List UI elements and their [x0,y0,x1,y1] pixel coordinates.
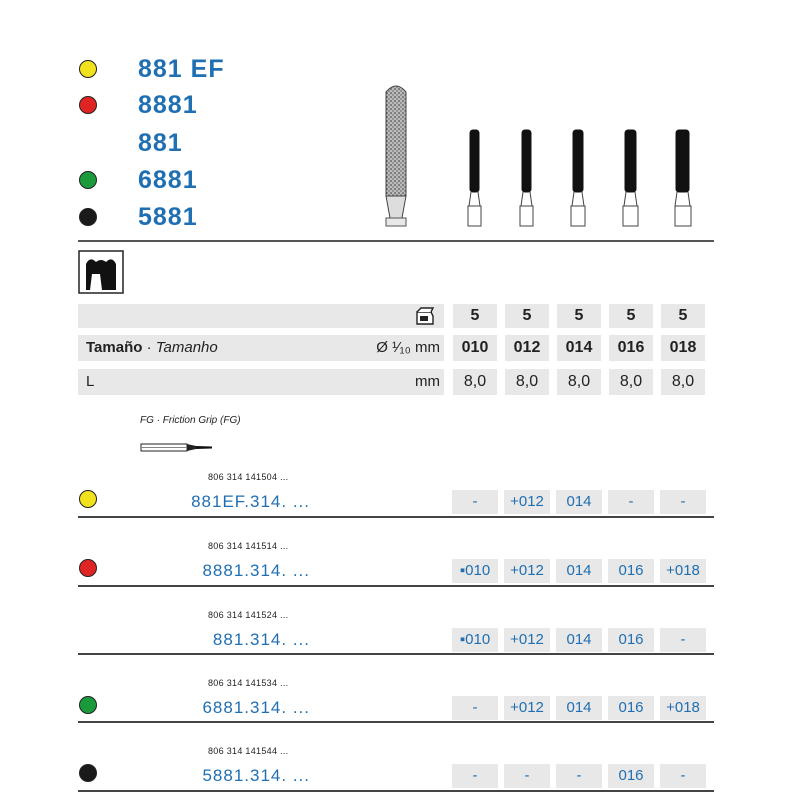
order-divider [78,653,714,655]
order-code: 5881.314. ... [202,766,310,785]
order-ref: 806 314 141514 ... [208,541,289,551]
order-cell: +012 [504,559,550,583]
order-cell: 014 [556,490,602,514]
order-cell: 014 [556,628,602,652]
order-ref: 806 314 141534 ... [208,678,289,688]
order-ref: 806 314 141504 ... [208,472,289,482]
order-cell: 016 [608,764,654,788]
order-cell: - [452,490,498,514]
order-cell: +012 [504,628,550,652]
order-code: 6881.314. ... [202,698,310,717]
order-cell: +018 [660,559,706,583]
size-label: Tamaño · Tamanho [86,339,218,356]
fg-shank-icon [140,438,214,456]
shank-label: FG · Friction Grip (FG) [140,415,241,426]
order-cell: ▪010 [452,628,498,652]
order-cell: - [452,696,498,720]
pack-cell: 5 [557,304,601,328]
order-ref: 806 314 141524 ... [208,610,289,620]
order-cell: - [504,764,550,788]
size-unit: Ø ¹⁄₁₀ mm [376,339,440,356]
order-code: 8881.314. ... [202,561,310,580]
order-cell: +012 [504,490,550,514]
series-dot-black [79,208,97,226]
header-divider [78,240,714,242]
order-cell: - [556,764,602,788]
tooth-icon [78,250,124,294]
order-ref: 806 314 141544 ... [208,746,289,756]
size-cell: 010 [453,335,497,361]
bur-silhouette-icon [470,130,689,192]
order-divider [78,721,714,723]
series-dot-green [79,171,97,189]
order-code: 881EF.314. ... [191,492,310,511]
series-code: 8881 [138,91,198,119]
length-cell: 8,0 [661,369,705,395]
series-code: 5881 [138,203,198,231]
length-row-band [78,369,444,395]
bur-neck-icon [468,192,691,226]
length-unit: mm [415,373,440,390]
bur-illustration [370,80,710,232]
order-cell: 014 [556,559,602,583]
size-cell: 016 [609,335,653,361]
length-cell: 8,0 [453,369,497,395]
order-cell: - [660,490,706,514]
order-cell: +012 [504,696,550,720]
order-cell: ▪010 [452,559,498,583]
order-cell: - [452,764,498,788]
order-cell: - [608,490,654,514]
series-code: 881 EF [138,55,225,83]
series-code: 6881 [138,166,198,194]
pack-cell: 5 [609,304,653,328]
pack-cell: 5 [505,304,549,328]
order-cell: 016 [608,628,654,652]
order-cell: - [660,764,706,788]
pack-row-band [78,304,444,328]
order-cell: - [660,628,706,652]
length-label: L [86,373,95,390]
length-cell: 8,0 [557,369,601,395]
order-divider [78,790,714,792]
order-cell: 014 [556,696,602,720]
package-icon [414,306,436,326]
order-divider [78,516,714,518]
length-cell: 8,0 [609,369,653,395]
order-cell: 016 [608,559,654,583]
pack-cell: 5 [453,304,497,328]
size-cell: 014 [557,335,601,361]
size-cell: 018 [661,335,705,361]
series-dot-red [79,96,97,114]
order-cell: +018 [660,696,706,720]
bur-large-icon [386,86,406,226]
order-divider [78,585,714,587]
size-cell: 012 [505,335,549,361]
order-cell: 016 [608,696,654,720]
series-code: 881 [138,129,183,157]
series-dot-yellow [79,60,97,78]
length-cell: 8,0 [505,369,549,395]
order-code: 881.314. ... [212,630,310,649]
pack-cell: 5 [661,304,705,328]
